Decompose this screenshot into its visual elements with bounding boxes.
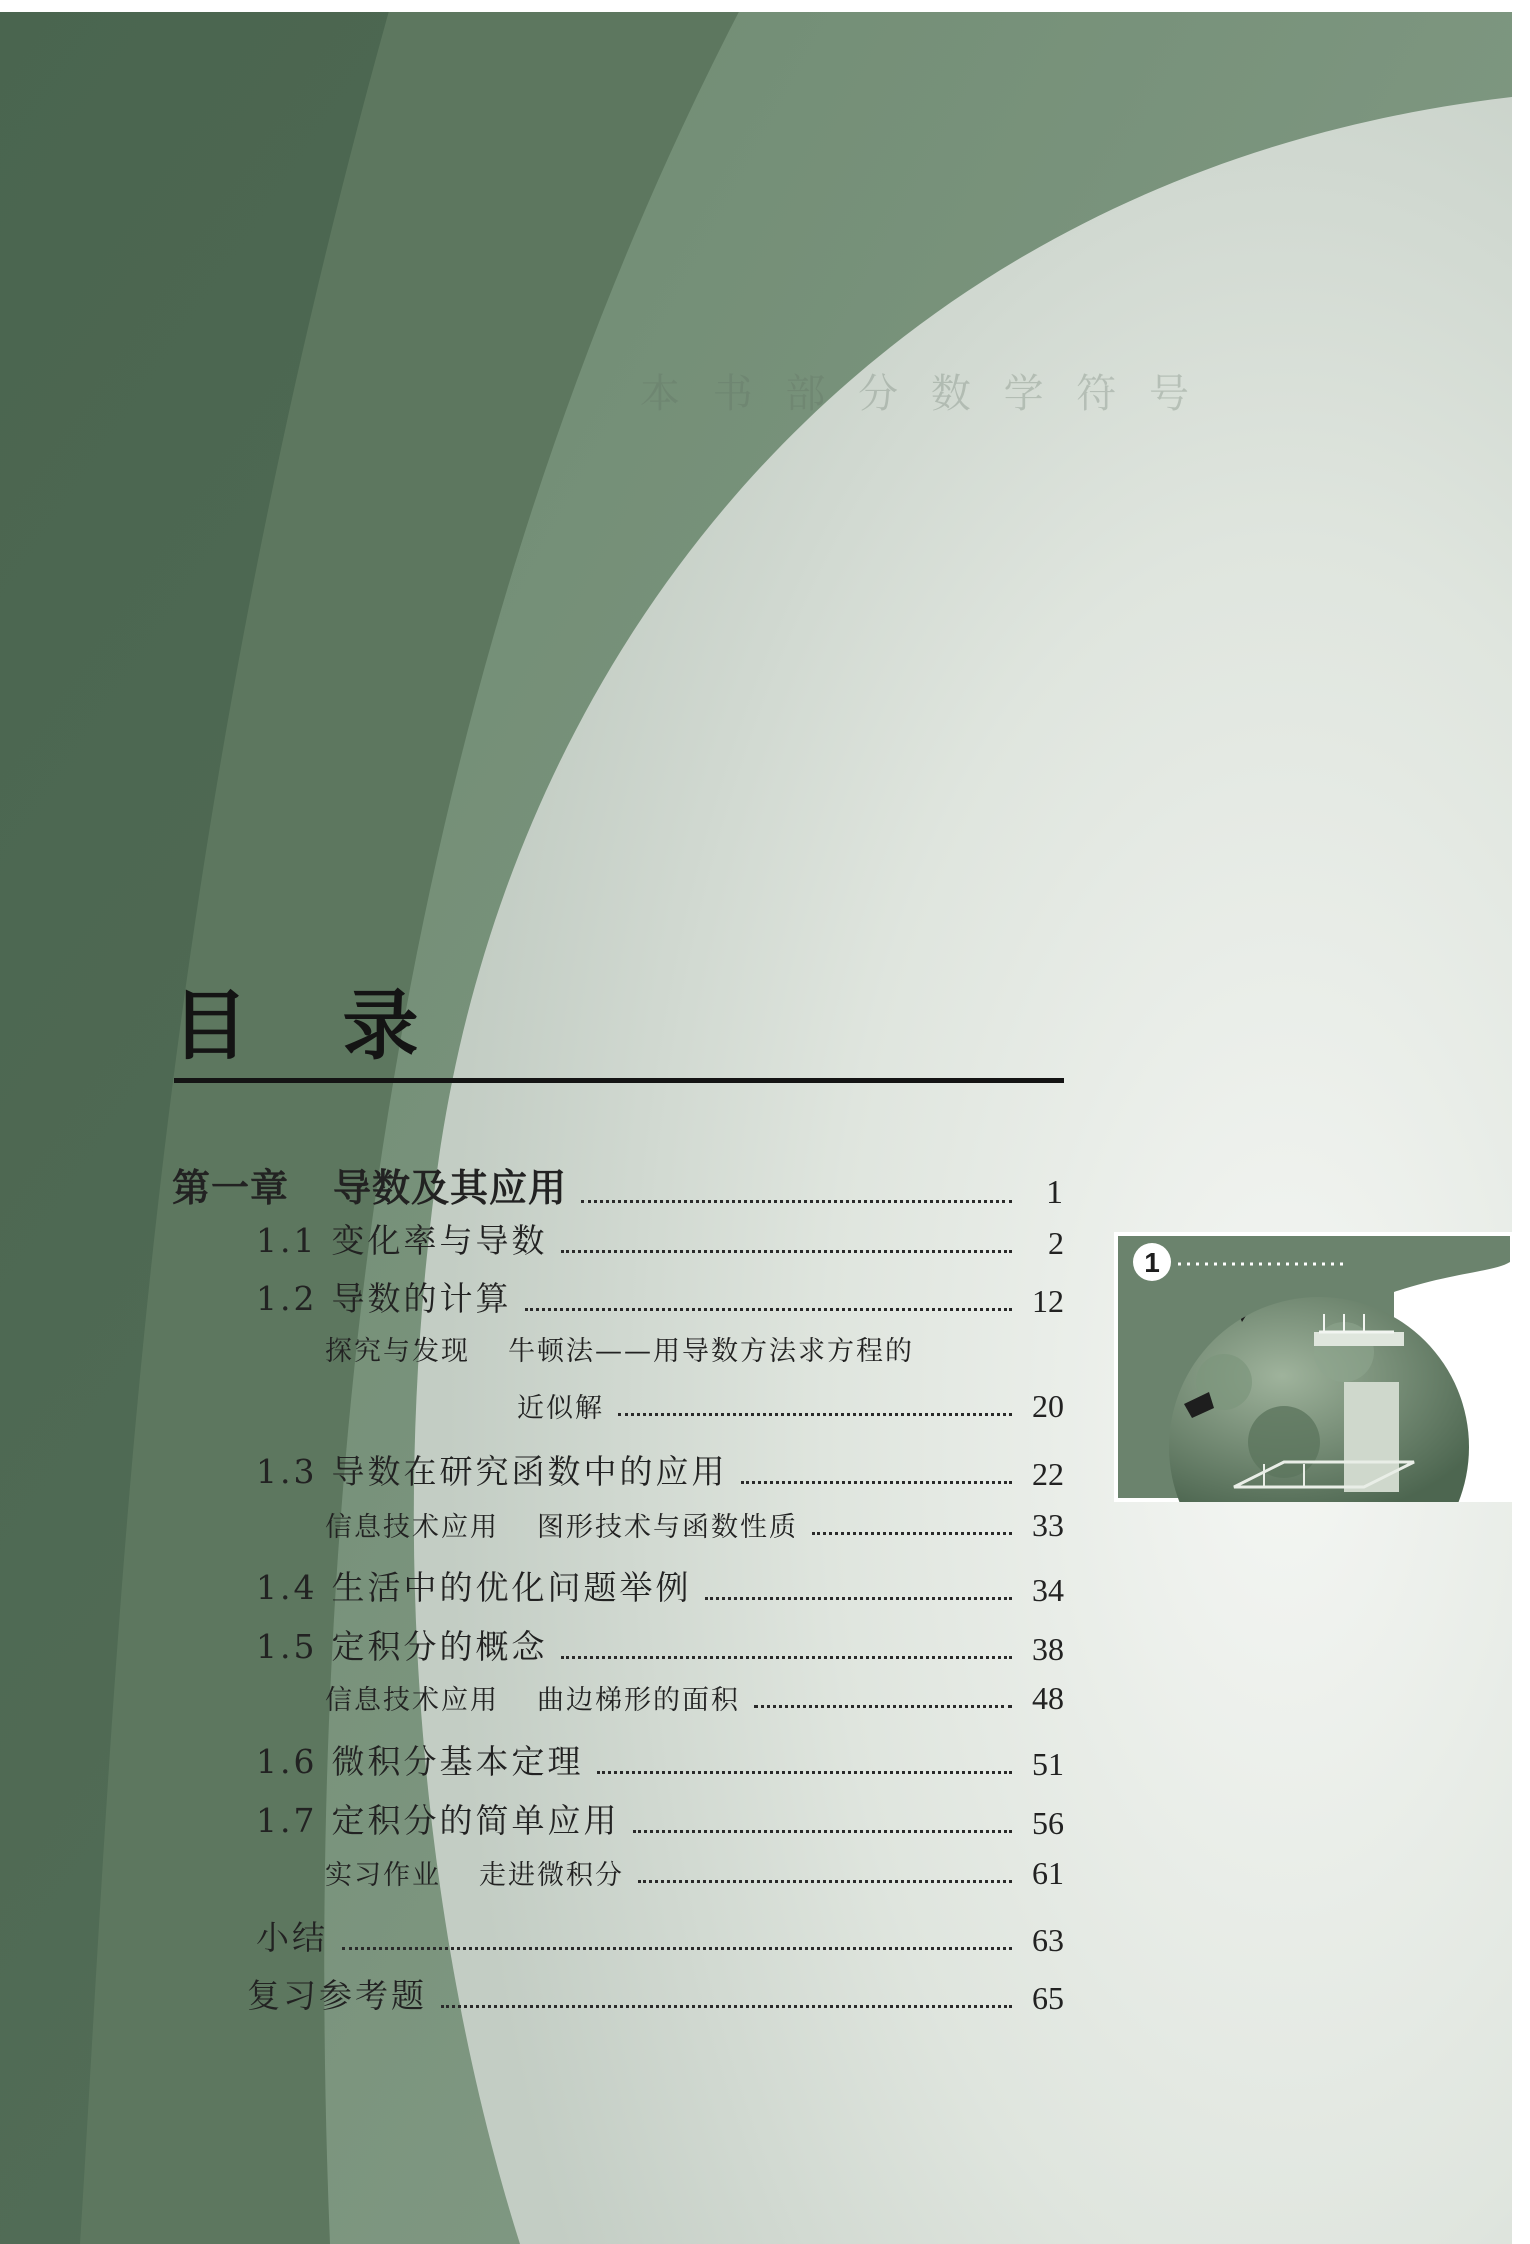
toc-entry[interactable]: [256, 1273, 1064, 1320]
toc-entry[interactable]: [256, 1736, 1064, 1783]
toc-entry-text: 图形技术与函数性质: [537, 1512, 798, 1543]
toc-entry[interactable]: [517, 1386, 1064, 1425]
toc-entry-title: [325, 1678, 740, 1717]
toc-entry[interactable]: [256, 1621, 1064, 1668]
toc-entry-title: [256, 1621, 547, 1668]
toc-dot-leader: [597, 1771, 1012, 1774]
toc-entry-title: [256, 1912, 328, 1959]
toc-entry-text: 微积分基本定理: [331, 1742, 584, 1781]
toc-entry-text: 导数的计算: [331, 1279, 512, 1318]
toc-entry[interactable]: [325, 1678, 1064, 1717]
toc-entry-text: 走进微积分: [479, 1860, 624, 1891]
toc-page-number: 12: [1032, 1283, 1064, 1319]
chapter-number-text: 1: [1144, 1247, 1160, 1278]
chapter-thumbnail: [1114, 1232, 1514, 1502]
toc-entry[interactable]: [325, 1505, 1064, 1544]
toc-entry-label: 信息技术应用: [325, 1685, 499, 1716]
toc-entry-number: 1.4: [256, 1568, 318, 1607]
toc-entry[interactable]: [325, 1329, 1064, 1368]
toc-entry-number: 第一章: [172, 1165, 290, 1210]
toc-entry[interactable]: [172, 1157, 1064, 1212]
page-title: 目 录: [172, 981, 453, 1070]
toc-entry-title: [256, 1562, 691, 1609]
toc-entry[interactable]: [256, 1912, 1064, 1959]
toc-entry[interactable]: [256, 1446, 1064, 1493]
toc-dot-leader: [638, 1880, 1012, 1883]
toc-entry-title: [256, 1795, 619, 1842]
toc-entry-number: 1.1: [256, 1221, 318, 1260]
toc-entry-text: 定积分的概念: [331, 1627, 548, 1666]
toc-entry-text: 定积分的简单应用: [331, 1801, 620, 1840]
toc-entry-number: 1.2: [256, 1279, 318, 1318]
toc-dot-leader: [561, 1250, 1012, 1253]
toc-entry-title: [325, 1329, 914, 1368]
toc-entry-title: [256, 1446, 727, 1493]
toc-dot-leader: [525, 1308, 1012, 1311]
toc-entry-label: 实习作业: [325, 1860, 441, 1891]
toc-dot-leader: [705, 1597, 1012, 1600]
toc-entry-title: [325, 1853, 624, 1892]
toc-page-number: 38: [1032, 1631, 1064, 1667]
toc-entry[interactable]: [256, 1795, 1064, 1842]
right-edge: [1512, 0, 1530, 2244]
toc-page-number: 1: [1046, 1174, 1064, 1211]
toc-entry-title: [256, 1273, 511, 1320]
toc-entry-number: 1.7: [256, 1801, 318, 1840]
toc-entry-label: 信息技术应用: [325, 1512, 499, 1543]
toc-page-number: 22: [1032, 1456, 1064, 1492]
toc-page-number: 33: [1032, 1507, 1064, 1543]
toc-dot-leader: [581, 1200, 1012, 1203]
toc-entry-text: 小结: [256, 1918, 328, 1957]
diving-platform: [1314, 1332, 1404, 1346]
toc-page-number: 2: [1048, 1225, 1064, 1261]
toc-entry-text: 复习参考题: [247, 1976, 427, 2015]
toc-entry[interactable]: [256, 1215, 1064, 1262]
toc-dot-leader: [741, 1481, 1012, 1484]
toc-dot-leader: [342, 1947, 1012, 1950]
toc-entry-label: 探究与发现: [325, 1336, 470, 1367]
toc-entry-text: 导数在研究函数中的应用: [331, 1452, 728, 1491]
toc-entry-text: 导数及其应用: [333, 1165, 568, 1210]
toc-page-number: 63: [1032, 1922, 1064, 1958]
toc-page-number: 48: [1032, 1680, 1064, 1716]
toc-dot-leader: [633, 1830, 1012, 1833]
toc-dot-leader: [441, 2005, 1012, 2008]
toc-page-number: 51: [1032, 1746, 1064, 1782]
toc-page-number: 34: [1032, 1572, 1064, 1608]
toc-entry-number: 1.5: [256, 1627, 318, 1666]
toc-dot-leader: [618, 1413, 1012, 1416]
faint-watermark-text: 本 书 部 分 数 学 符 号: [640, 371, 1200, 417]
toc-entry-number: 1.3: [256, 1452, 318, 1491]
toc-entry-text: 生活中的优化问题举例: [331, 1568, 692, 1607]
toc-page-number: 65: [1032, 1980, 1064, 2016]
toc-dot-leader: [812, 1532, 1012, 1535]
toc-entry-title: [517, 1386, 604, 1425]
toc-entry[interactable]: [256, 1562, 1064, 1609]
toc-entry-title: [256, 1736, 583, 1783]
toc-entry-title: [325, 1505, 798, 1544]
title-underline: [174, 1078, 1064, 1083]
toc-entry-title: [247, 1970, 427, 2017]
toc-page-number: 56: [1032, 1805, 1064, 1841]
toc-page-number: 61: [1032, 1855, 1064, 1891]
toc-entry-text: 变化率与导数: [331, 1221, 548, 1260]
tower-column: [1344, 1382, 1399, 1492]
toc-entry[interactable]: [247, 1970, 1064, 2017]
toc-entry-text: 曲边梯形的面积: [537, 1685, 740, 1716]
toc-page-number: 20: [1032, 1388, 1064, 1424]
toc-entry[interactable]: [325, 1853, 1064, 1892]
toc-entry-number: 1.6: [256, 1742, 318, 1781]
toc-dot-leader: [561, 1656, 1012, 1659]
top-edge: [0, 0, 1530, 12]
toc-entry-title: [172, 1157, 567, 1212]
toc-entry-title: [256, 1215, 547, 1262]
toc-dot-leader: [754, 1705, 1012, 1708]
toc-entry-text: 近似解: [517, 1393, 604, 1424]
toc-entry-text: 牛顿法——用导数方法求方程的: [508, 1336, 914, 1367]
